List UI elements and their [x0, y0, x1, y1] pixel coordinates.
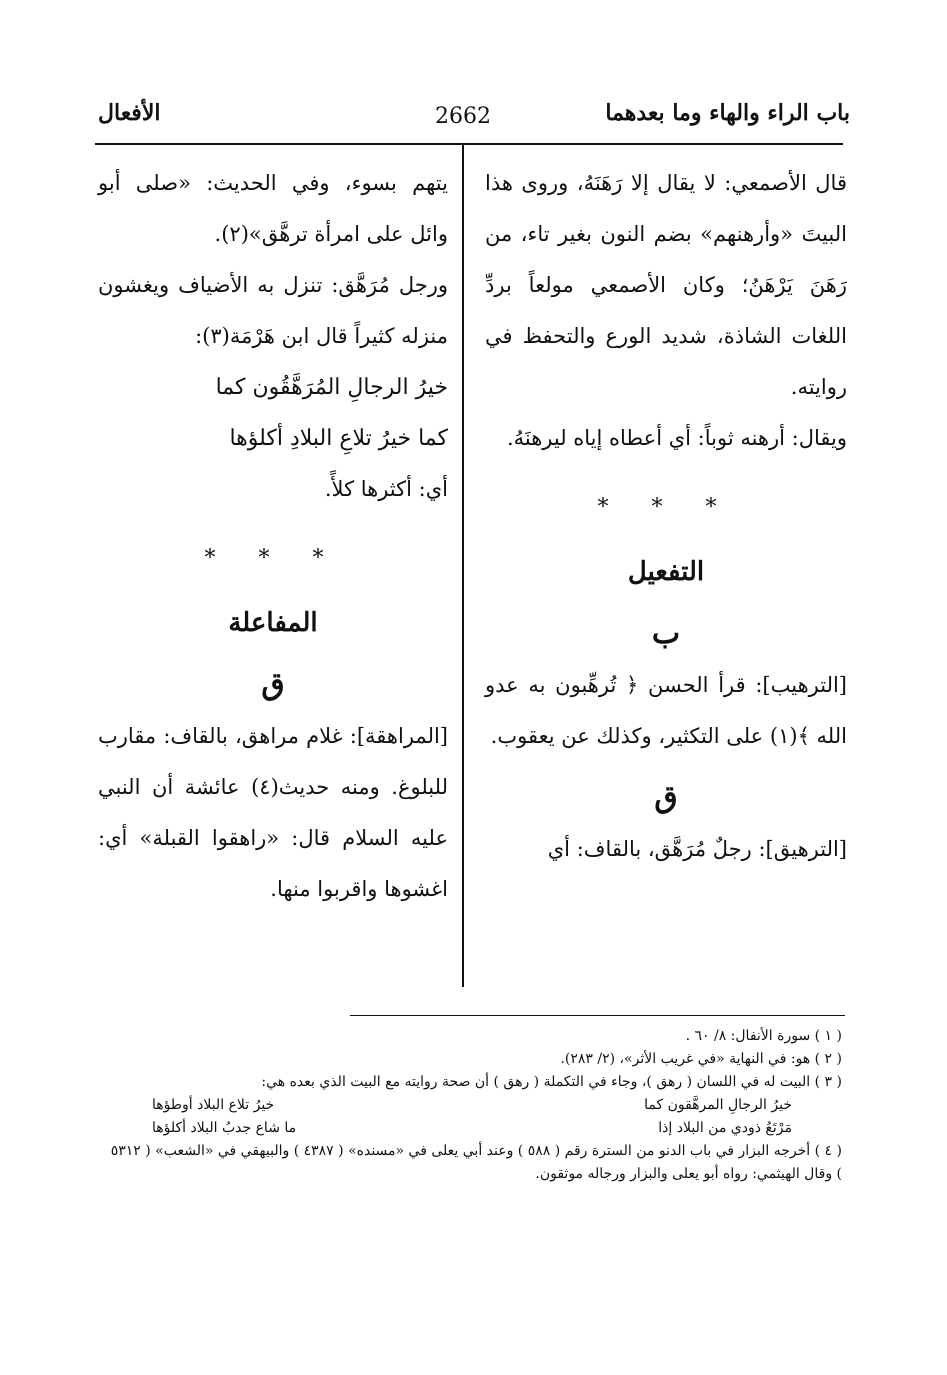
letter-heading: ق [261, 667, 285, 702]
paragraph: أي: أكثرها كلأً. [324, 477, 448, 501]
paragraph: ورجل مُرَهَّق: تنزل به الأضياف ويغشون منزله كثيراً قال ابن هَرْمَة(٣): [98, 273, 448, 348]
letter-heading: ق [654, 780, 678, 815]
footnotes [102, 1025, 842, 1186]
footnote: ( ٣ ) البيت له في اللسان ( رهق )، وجاء في التكملة ( رهق ) أن صحة روايته مع البيت الذي بعده هي: [261, 1074, 842, 1090]
chapter-title: باب الراء والهاء وما بعدهما [605, 100, 850, 126]
verse-hemistich: خيرُ تلاع البلاد أوطؤها [152, 1097, 275, 1113]
letter-heading: ب [651, 616, 681, 651]
footnote-verse [152, 1117, 792, 1140]
left-column [98, 158, 448, 915]
paragraph: [الترهيق]: رجلٌ مُرَهَّق، بالقاف: أي [547, 837, 847, 861]
footnote: ( ١ ) سورة الأنفال: ٨/ ٦٠ . [685, 1028, 842, 1044]
verse-hemistich: خيرُ الرجالِ المرهَّقون كما [644, 1097, 792, 1113]
paragraph: ويقال: أرهنه ثوباً: أي أعطاه إياه ليرهنَهُ. [506, 426, 847, 450]
poem-verse: خيرُ الرجالِ المُرَهَّقُون كما [215, 375, 448, 400]
right-column [485, 158, 847, 875]
footnote-rule [350, 1015, 845, 1016]
paragraph: [الترهيب]: قرأ الحسن ﴿ تُرهِّبون به عدو الله ﴾(١) على التكثير، وكذلك عن يعقوب. [485, 673, 847, 748]
section-heading: التفعيل [627, 557, 705, 587]
paragraph: قال الأصمعي: لا يقال إلا رَهَنَهُ، وروى هذا البيتَ «وأرهنهم» بضم النون بغير تاء، من رَهَنَ يَرْهَنُ؛ وكان الأصمعي مولعاً بردِّ اللغات الشاذة، شديد الورع والتحفظ في روايته. [485, 171, 847, 399]
footnote-verse [152, 1094, 792, 1117]
poem-verse: كما خيرُ تلاعِ البلادِ أكلؤها [229, 426, 448, 451]
paragraph: يتهم بسوء، وفي الحديث: «صلى أبو وائل على امرأة ترهَّق»(٢). [98, 171, 448, 246]
verse-hemistich: مَرْتَعُ ذودي من البلاد إذا [658, 1120, 792, 1136]
header-rule [95, 143, 843, 145]
footnote: ( ٢ ) هو: في النهاية «في غريب الأثر»، (٢/ ٢٨٣). [560, 1051, 842, 1067]
paragraph: [المراهقة]: غلام مراهق، بالقاف: مقارب للبلوغ. ومنه حديث(٤) عائشة أن النبي عليه السلام قال: «راهقوا القبلة» أي: اغشوها واقربوا منها. [98, 724, 448, 901]
section-heading: المفاعلة [228, 608, 318, 638]
verse-hemistich: ما شاع جدبُ البلاد أكلؤها [152, 1120, 297, 1136]
section-running-title: الأفعال [98, 100, 161, 126]
section-separator: * * * [597, 495, 735, 520]
column-divider [462, 145, 464, 987]
section-separator: * * * [204, 546, 342, 571]
page-header [90, 100, 850, 140]
footnote: ( ٤ ) أخرجه البزار في باب الدنو من السترة رقم ( ٥٨٨ ) وعند أبي يعلى في «مسنده» ( ٤٣٨٧ ) والبيهقي في «الشعب» ( ٥٣١٢ ) وقال الهيثمي: رواه أبو يعلى والبزار ورجاله موثقون. [110, 1143, 842, 1182]
page-number: 2662 [435, 104, 491, 129]
